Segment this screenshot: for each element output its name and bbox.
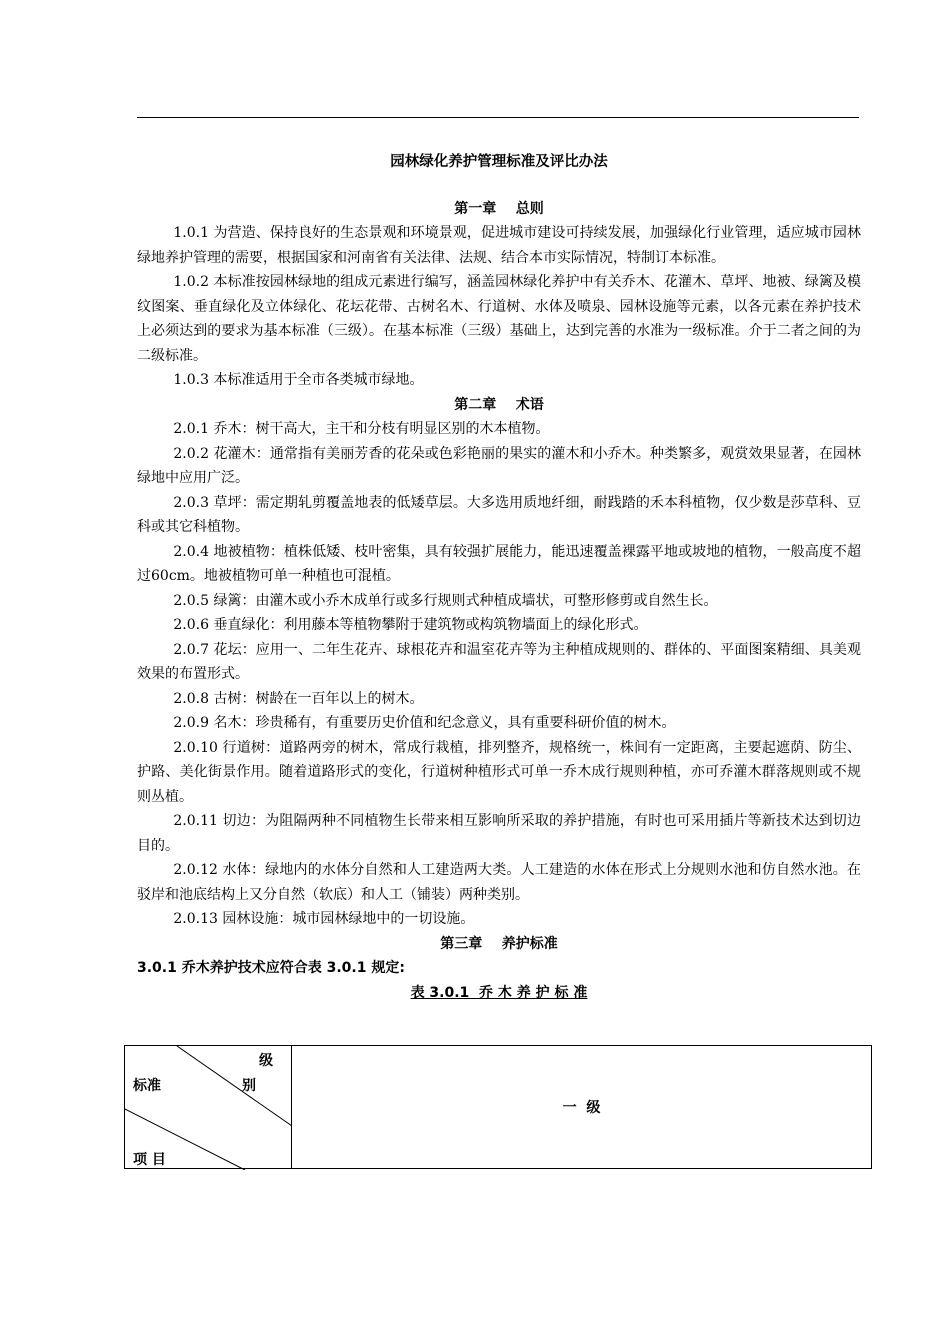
- chapter-1-heading: 第一章 总则: [454, 200, 544, 217]
- paragraph-2-0-6: 2.0.6 垂直绿化：利用藤本等植物攀附于建筑物或构筑物墙面上的绿化形式。: [173, 617, 648, 633]
- corner-label-item: 项 目: [133, 1152, 166, 1168]
- corner-label-standard: 标准: [133, 1078, 161, 1094]
- paragraph-2-0-3: 2.0.3 草坪：需定期轧剪覆盖地表的低矮草层。大多选用质地纤细，耐践踏的禾本科植物，仅少数是莎草科、豆科或其它科植物。: [137, 494, 861, 535]
- table-title: 表 3.0.1 乔 木 养 护 标 准: [410, 984, 588, 1001]
- paragraph-2-0-9: 2.0.9 名木：珍贵稀有，有重要历史价值和纪念意义，具有重要科研价值的树木。: [173, 715, 676, 731]
- document-body: [137, 140, 861, 1005]
- level-one-header: 一 级: [562, 1100, 601, 1116]
- table-corner-header: [125, 1046, 292, 1168]
- paragraph-2-0-12: 2.0.12 水体：绿地内的水体分自然和人工建造两大类。人工建造的水体在形式上分规则水池和仿自然水池。在驳岸和池底结构上又分自然（软底）和人工（铺装）两种类别。: [137, 862, 861, 903]
- corner-label-bie: 别: [242, 1078, 256, 1094]
- paragraph-2-0-13: 2.0.13 园林设施：城市园林绿地中的一切设施。: [173, 911, 475, 927]
- paragraph-2-0-4: 2.0.4 地被植物：植株低矮、枝叶密集，具有较强扩展能力，能迅速覆盖裸露平地或坡地的植物，一般高度不超过60cm。地被植物可单一种植也可混植。: [137, 543, 861, 584]
- maintenance-standard-table: [124, 1045, 872, 1169]
- paragraph-2-0-11: 2.0.11 切边：为阻隔两种不同植物生长带来相互影响所采取的养护措施，有时也可采用插片等新技术达到切边目的。: [137, 813, 861, 854]
- paragraph-1-0-2: 1.0.2 本标准按园林绿地的组成元素进行编写，涵盖园林绿化养护中有关乔木、花灌木、草坪、地被、绿篱及模纹图案、垂直绿化及立体绿化、花坛花带、古树名木、行道树、水体及喷泉、园林设施等元素，以各元素在养护技术上必须达到的要求为基本标准（三级）。在基本标准（三级）基础上，达到完善的水准为一级标准。介于二者之间的为二级标准。: [137, 274, 861, 364]
- chapter-2-heading: 第二章 术语: [454, 396, 544, 413]
- header-rule: [137, 117, 859, 118]
- corner-label-level: 级: [259, 1053, 273, 1069]
- paragraph-2-0-8: 2.0.8 古树：树龄在一百年以上的树木。: [173, 690, 424, 707]
- paragraph-1-0-3: 1.0.3 本标准适用于全市各类城市绿地。: [173, 372, 424, 388]
- paragraph-1-0-1: 1.0.1 为营造、保持良好的生态景观和环境景观，促进城市建设可持续发展，加强绿化行业管理，适应城市园林绿地养护管理的需要，根据国家和河南省有关法律、法规、结合本市实际情况，特制订本标准。: [137, 225, 861, 266]
- paragraph-2-0-1: 2.0.1 乔木：树干高大，主干和分枝有明显区别的木本植物。: [173, 421, 550, 437]
- paragraph-2-0-5: 2.0.5 绿篱：由灌木或小乔木成单行或多行规则式种植成墙状，可整形修剪或自然生长。: [173, 592, 718, 609]
- document-title: 园林绿化养护管理标准及评比办法: [390, 154, 608, 170]
- chapter-3-heading: 第三章 养护标准: [440, 935, 558, 952]
- paragraph-2-0-7: 2.0.7 花坛：应用一、二年生花卉、球根花卉和温室花卉等为主种植成规则的、群体的、平面图案精细、具美观效果的布置形式。: [137, 641, 861, 682]
- paragraph-2-0-2: 2.0.2 花灌木：通常指有美丽芳香的花朵或色彩艳丽的果实的灌木和小乔木。种类繁多，观赏效果显著，在园林绿地中应用广泛。: [137, 445, 861, 486]
- clause-3-0-1: 3.0.1 乔木养护技术应符合表 3.0.1 规定:: [137, 960, 405, 976]
- paragraph-2-0-10: 2.0.10 行道树：道路两旁的树木，常成行栽植，排列整齐，规格统一，株间有一定距离，主要起遮荫、防尘、护路、美化街景作用。随着道路形式的变化，行道树种植形式可单一乔木成行规则种植，亦可乔灌木群落规则或不规则丛植。: [137, 739, 861, 805]
